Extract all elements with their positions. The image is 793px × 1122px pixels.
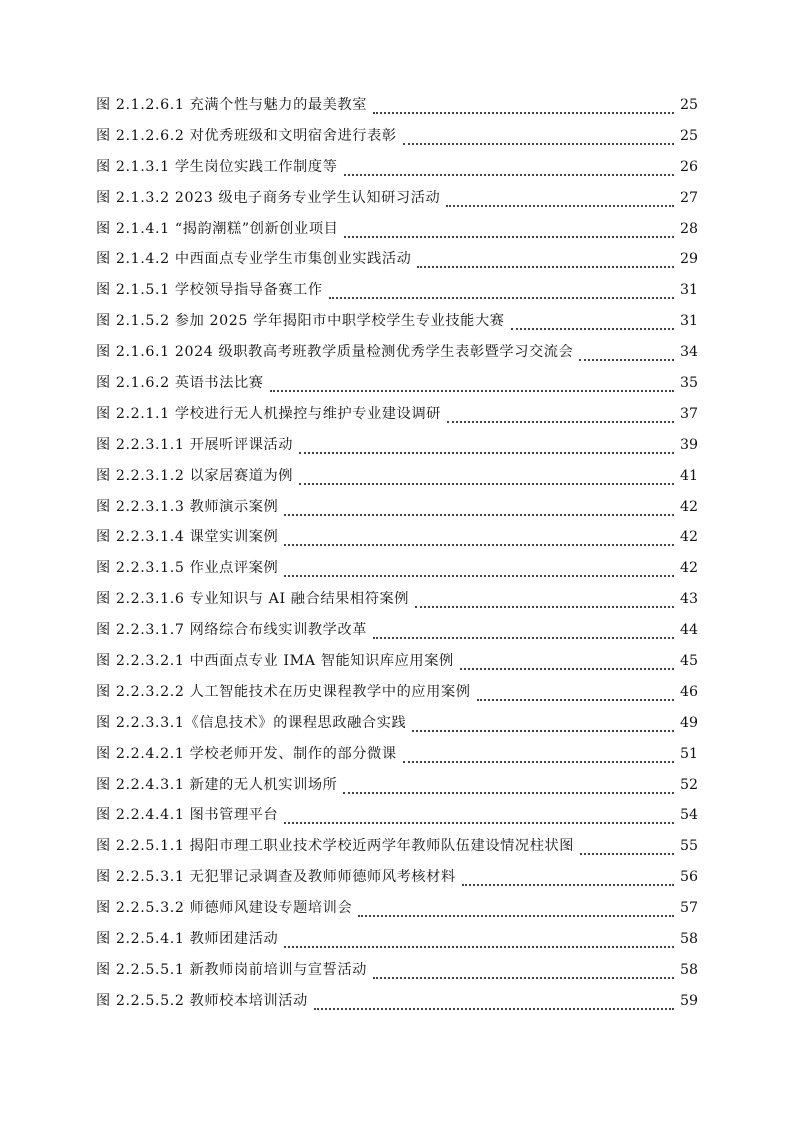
toc-entry-page-number: 42 (679, 498, 698, 515)
toc-entry-label: 图 2.2.3.2.2 人工智能技术在历史课程教学中的应用案例 (96, 683, 471, 700)
toc-entry-label: 图 2.2.5.3.1 无犯罪记录调查及教师师德师风考核材料 (96, 869, 456, 886)
dot-leader (299, 451, 674, 454)
toc-entry[interactable] (96, 522, 698, 553)
toc-entry-page-number: 55 (679, 838, 698, 855)
toc-entry-label: 图 2.2.1.1 学校进行无人机操控与维护专业建设调研 (96, 405, 442, 422)
toc-entry-page-number: 39 (679, 436, 698, 453)
dot-leader (314, 1007, 674, 1010)
toc-entry[interactable] (96, 739, 698, 770)
toc-entry-label: 图 2.1.4.1 “揭韵潮糕”创新创业项目 (96, 220, 339, 237)
dot-leader (403, 760, 674, 763)
toc-entry-page-number: 28 (679, 220, 698, 237)
toc-entry[interactable] (96, 893, 698, 924)
toc-entry[interactable] (96, 275, 698, 306)
toc-entry[interactable] (96, 492, 698, 523)
toc-entry[interactable] (96, 337, 698, 368)
toc-entry-page-number: 31 (679, 313, 698, 330)
toc-entry[interactable] (96, 986, 698, 1017)
dot-leader (462, 883, 674, 886)
toc-entry-page-number: 42 (679, 529, 698, 546)
toc-entry-label: 图 2.2.5.1.1 揭阳市理工职业技术学校近两学年教师队伍建设情况柱状图 (96, 838, 575, 855)
toc-entry-page-number: 43 (679, 591, 698, 608)
dot-leader (343, 791, 673, 794)
toc-entry-page-number: 25 (679, 127, 698, 144)
toc-entry[interactable] (96, 121, 698, 152)
toc-entry-page-number: 35 (679, 375, 698, 392)
dot-leader (284, 574, 674, 577)
toc-entry[interactable] (96, 553, 698, 584)
toc-entry[interactable] (96, 368, 698, 399)
toc-entry[interactable] (96, 306, 698, 337)
dot-leader (373, 636, 674, 639)
toc-entry-label: 图 2.2.5.5.2 教师校本培训活动 (96, 992, 308, 1009)
dot-leader (329, 296, 674, 299)
dot-leader (460, 667, 674, 670)
toc-entry[interactable] (96, 584, 698, 615)
toc-entry-label: 图 2.2.5.5.1 新教师岗前培训与宣誓活动 (96, 961, 368, 978)
dot-leader (344, 173, 674, 176)
dot-leader (270, 389, 674, 392)
toc-entry[interactable] (96, 615, 698, 646)
figure-list (96, 90, 698, 1017)
toc-entry-label: 图 2.2.4.3.1 新建的无人机实训场所 (96, 776, 338, 793)
toc-entry-page-number: 54 (679, 807, 698, 824)
dot-leader (412, 729, 674, 732)
toc-entry-page-number: 59 (679, 992, 698, 1009)
toc-entry[interactable] (96, 399, 698, 430)
toc-entry[interactable] (96, 924, 698, 955)
toc-entry[interactable] (96, 461, 698, 492)
toc-entry-page-number: 58 (679, 931, 698, 948)
toc-entry[interactable] (96, 183, 698, 214)
toc-entry[interactable] (96, 708, 698, 739)
toc-entry-label: 图 2.2.3.1.3 教师演示案例 (96, 498, 279, 515)
toc-entry-page-number: 52 (679, 776, 698, 793)
toc-entry-page-number: 44 (679, 622, 698, 639)
toc-entry-page-number: 49 (679, 714, 698, 731)
dot-leader (358, 914, 674, 917)
toc-entry-label: 图 2.2.3.1.2 以家居赛道为例 (96, 467, 294, 484)
toc-entry-label: 图 2.2.3.2.1 中西面点专业 IMA 智能知识库应用案例 (96, 653, 454, 670)
toc-entry-page-number: 27 (679, 189, 698, 206)
toc-entry[interactable] (96, 955, 698, 986)
toc-entry[interactable] (96, 677, 698, 708)
toc-entry-label: 图 2.2.3.1.7 网络综合布线实训教学改革 (96, 622, 368, 639)
toc-entry-page-number: 37 (679, 405, 698, 422)
toc-entry-label: 图 2.2.3.3.1《信息技术》的课程思政融合实践 (96, 714, 407, 731)
toc-entry-label: 图 2.1.5.1 学校领导指导备赛工作 (96, 282, 323, 299)
dot-leader (299, 482, 674, 485)
dot-leader (373, 111, 674, 114)
dot-leader (580, 852, 674, 855)
toc-entry-page-number: 31 (679, 282, 698, 299)
toc-entry-label: 图 2.1.6.2 英语书法比赛 (96, 375, 264, 392)
toc-entry[interactable] (96, 862, 698, 893)
toc-entry-label: 图 2.2.3.1.5 作业点评案例 (96, 560, 279, 577)
dot-leader (403, 142, 674, 145)
toc-entry-page-number: 58 (679, 961, 698, 978)
dot-leader (344, 235, 674, 238)
dot-leader (415, 605, 674, 608)
toc-entry-label: 图 2.1.6.1 2024 级职教高考班教学质量检测优秀学生表彰暨学习交流会 (96, 344, 574, 361)
dot-leader (373, 976, 674, 979)
toc-entry[interactable] (96, 214, 698, 245)
toc-entry-label: 图 2.2.4.2.1 学校老师开发、制作的部分微课 (96, 745, 397, 762)
toc-entry[interactable] (96, 152, 698, 183)
dot-leader (446, 204, 674, 207)
toc-entry-label: 图 2.2.5.4.1 教师团建活动 (96, 931, 279, 948)
toc-entry-page-number: 41 (679, 467, 698, 484)
toc-entry[interactable] (96, 90, 698, 121)
toc-entry-label: 图 2.1.2.6.1 充满个性与魅力的最美教室 (96, 97, 368, 113)
toc-entry-page-number: 42 (679, 560, 698, 577)
toc-entry[interactable] (96, 770, 698, 801)
toc-entry[interactable] (96, 430, 698, 461)
toc-entry-page-number: 26 (679, 158, 698, 175)
toc-entry-page-number: 29 (679, 251, 698, 268)
toc-entry[interactable] (96, 831, 698, 862)
toc-entry-label: 图 2.1.3.1 学生岗位实践工作制度等 (96, 158, 338, 175)
toc-entry-page-number: 45 (679, 653, 698, 670)
dot-leader (447, 420, 674, 423)
dot-leader (284, 543, 674, 546)
toc-entry-page-number: 51 (679, 745, 698, 762)
toc-entry[interactable] (96, 800, 698, 831)
toc-entry-label: 图 2.2.5.3.2 师德师风建设专题培训会 (96, 900, 353, 917)
dot-leader (417, 265, 673, 268)
dot-leader (284, 945, 674, 948)
dot-leader (579, 358, 674, 361)
dot-leader (477, 698, 674, 701)
dot-leader (284, 513, 674, 516)
toc-entry-page-number: 57 (679, 900, 698, 917)
toc-entry-label: 图 2.1.3.2 2023 级电子商务专业学生认知研习活动 (96, 189, 441, 206)
toc-entry-label: 图 2.2.4.4.1 图书管理平台 (96, 807, 279, 824)
toc-entry-page-number: 34 (679, 344, 698, 361)
toc-entry-label: 图 2.2.3.1.1 开展听评课活动 (96, 436, 294, 453)
toc-entry[interactable] (96, 646, 698, 677)
toc-entry-page-number: 46 (679, 683, 698, 700)
toc-entry[interactable] (96, 244, 698, 275)
dot-leader (511, 327, 674, 330)
toc-entry-label: 图 2.1.5.2 参加 2025 学年揭阳市中职学校学生专业技能大赛 (96, 313, 505, 330)
toc-entry-label: 图 2.1.2.6.2 对优秀班级和文明宿舍进行表彰 (96, 127, 397, 144)
toc-entry-label: 图 2.2.3.1.6 专业知识与 AI 融合结果相符案例 (96, 591, 410, 608)
dot-leader (284, 821, 674, 824)
toc-entry-label: 图 2.2.3.1.4 课堂实训案例 (96, 529, 279, 546)
toc-entry-page-number: 25 (679, 97, 698, 113)
toc-entry-label: 图 2.1.4.2 中西面点专业学生市集创业实践活动 (96, 251, 412, 268)
toc-entry-page-number: 56 (679, 869, 698, 886)
